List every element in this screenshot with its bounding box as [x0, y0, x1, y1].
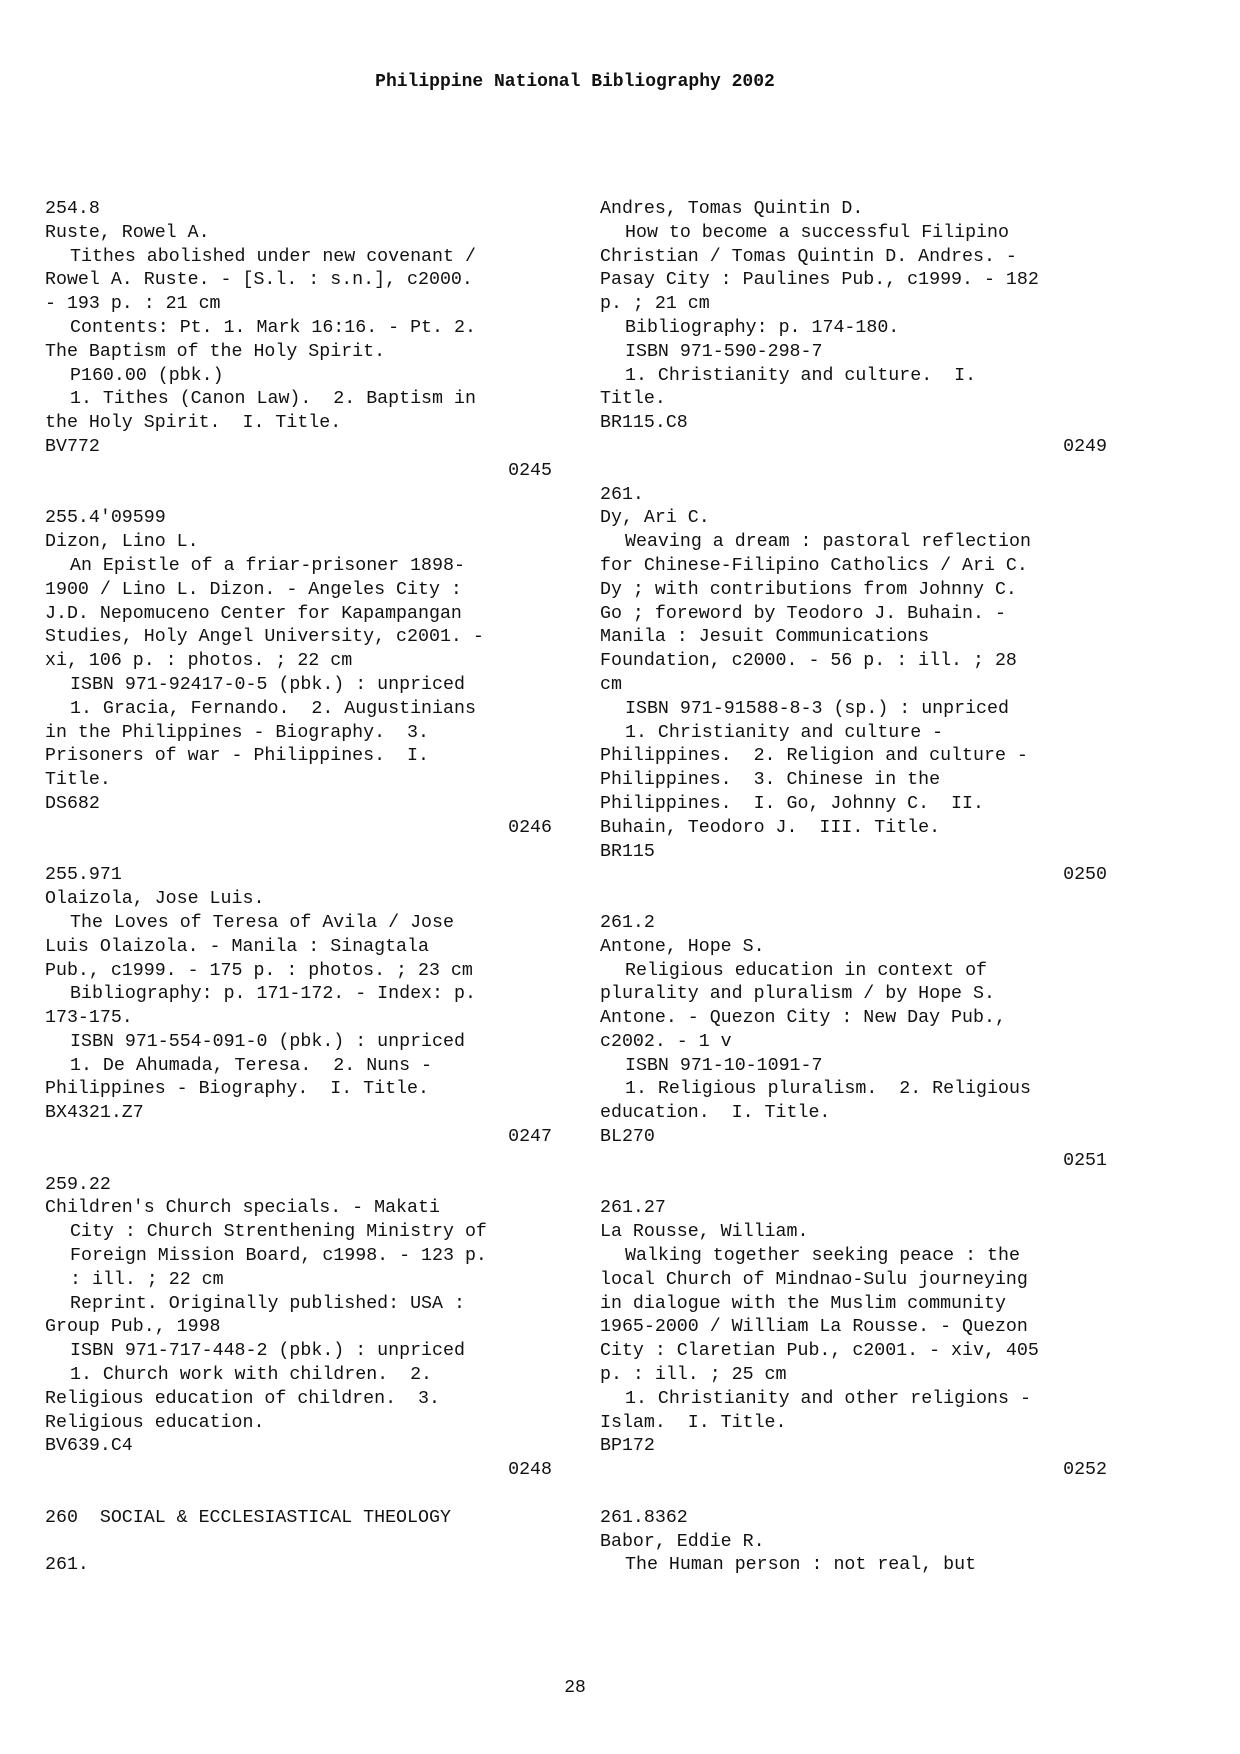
- entry-line: 260 SOCIAL & ECCLESIASTICAL THEOLOGY: [45, 1507, 451, 1528]
- entry-line: local Church of Mindnao-Sulu journeying: [600, 1269, 1028, 1290]
- entry-line: 1. De Ahumada, Teresa. 2. Nuns -: [70, 1055, 433, 1076]
- entry-number: 0247: [508, 1127, 552, 1148]
- entry-line: the Holy Spirit. I. Title.: [45, 413, 342, 434]
- entry-line: 261.: [45, 1555, 89, 1576]
- entry-line: 261.27: [600, 1198, 666, 1219]
- entry-line: Andres, Tomas Quintin D.: [600, 199, 864, 219]
- entry-line: c2002. - 1 v: [600, 1031, 732, 1052]
- entry-line: Religious education in context of: [625, 960, 988, 981]
- entry-line: Weaving a dream : pastoral reflection: [625, 532, 1031, 553]
- entry-line: 261.2: [600, 912, 655, 933]
- entry-line: Philippines. 2. Religion and culture -: [600, 746, 1028, 767]
- spacer: [45, 1150, 555, 1174]
- entry-line: Tithes abolished under new covenant /: [70, 246, 476, 267]
- spacer: [45, 1531, 555, 1555]
- entry-line: p. ; 21 cm: [600, 294, 710, 315]
- entry-line: Go ; foreword by Teodoro J. Buhain. -: [600, 603, 1006, 624]
- entry-line: 1. Gracia, Fernando. 2. Augustinians: [70, 698, 476, 719]
- entry-line: How to become a successful Filipino: [625, 222, 1009, 243]
- entry-line: Foundation, c2000. - 56 p. : ill. ; 28: [600, 651, 1017, 672]
- entry-line: BP172: [600, 1436, 655, 1457]
- entry-line: plurality and pluralism / by Hope S.: [600, 984, 995, 1005]
- entry-line: Walking together seeking peace : the: [625, 1246, 1020, 1267]
- entry-line: Pub., c1999. - 175 p. : photos. ; 23 cm: [45, 960, 473, 981]
- left-column: [45, 198, 555, 1578]
- entry-line: for Chinese-Filipino Catholics / Ari C.: [600, 555, 1028, 576]
- entry-number: 0252: [1063, 1460, 1107, 1481]
- entry-line: Title.: [600, 389, 666, 410]
- entry-number: 0250: [1063, 865, 1107, 886]
- page-number: 28: [564, 1678, 586, 1698]
- spacer: [45, 484, 555, 508]
- entry-line: Bibliography: p. 174-180.: [625, 317, 900, 338]
- entry-line: BV639.C4: [45, 1436, 133, 1457]
- entry-line: 259.22: [45, 1174, 111, 1195]
- entry-line: xi, 106 p. : photos. ; 22 cm: [45, 651, 353, 672]
- entry-line: 1. Tithes (Canon Law). 2. Baptism in: [70, 389, 476, 410]
- spacer: [600, 460, 1110, 484]
- entry-line: BL270: [600, 1127, 655, 1148]
- entry-line: BR115: [600, 841, 655, 862]
- spacer: [600, 1174, 1110, 1198]
- entry-line: Religious education.: [45, 1412, 265, 1433]
- page-title: Philippine National Bibliography 2002: [375, 72, 775, 92]
- entry-line: in dialogue with the Muslim community: [600, 1293, 1006, 1314]
- entry-line: An Epistle of a friar-prisoner 1898-: [70, 555, 465, 576]
- entry-line: Christian / Tomas Quintin D. Andres. -: [600, 246, 1017, 267]
- entry-line: 1. Christianity and other religions -: [625, 1388, 1031, 1409]
- entry-line: cm: [600, 674, 622, 695]
- entry-line: The Human person : not real, but: [625, 1555, 977, 1576]
- entry-line: P160.00 (pbk.): [70, 365, 224, 386]
- entry-line: 1. Religious pluralism. 2. Religious: [625, 1079, 1031, 1100]
- entry-line: 255.4'09599: [45, 508, 166, 529]
- entry-line: Philippines. 3. Chinese in the: [600, 770, 941, 791]
- entry-line: Luis Olaizola. - Manila : Sinagtala: [45, 936, 429, 957]
- entry-line: 255.971: [45, 865, 122, 886]
- entry-line: 173-175.: [45, 1008, 133, 1029]
- entry-line: Rowel A. Ruste. - [S.l. : s.n.], c2000.: [45, 270, 473, 291]
- entry-line: p. : ill. ; 25 cm: [600, 1365, 787, 1386]
- entry-line: BR115.C8: [600, 413, 688, 434]
- entry-line: 1965-2000 / William La Rousse. - Quezon: [600, 1317, 1028, 1338]
- entry-number: 0251: [1063, 1150, 1107, 1171]
- entry-line: Philippines - Biography. I. Title.: [45, 1079, 429, 1100]
- entry-line: Bibliography: p. 171-172. - Index: p.: [70, 984, 476, 1005]
- entry-line: ISBN 971-92417-0-5 (pbk.) : unpriced: [70, 674, 465, 695]
- entry-line: 254.8: [45, 199, 100, 219]
- entry-line: ISBN 971-91588-8-3 (sp.) : unpriced: [625, 698, 1009, 719]
- entry-line: The Loves of Teresa of Avila / Jose: [70, 912, 454, 933]
- entry-line: ISBN 971-10-1091-7: [625, 1055, 823, 1076]
- entry-line: 1. Church work with children. 2.: [70, 1365, 433, 1386]
- entry-line: The Baptism of the Holy Spirit.: [45, 341, 386, 362]
- entry-line: - 193 p. : 21 cm: [45, 294, 221, 315]
- entry-line: Ruste, Rowel A.: [45, 222, 210, 243]
- entry-line: Title.: [45, 770, 111, 791]
- entry-number: 0246: [508, 817, 552, 838]
- entry-line: Babor, Eddie R.: [600, 1531, 765, 1552]
- entry-line: Studies, Holy Angel University, c2001. -: [45, 627, 484, 648]
- right-column: [600, 198, 1110, 1578]
- entry-line: BX4321.Z7: [45, 1103, 144, 1124]
- entry-line: 261.8362: [600, 1507, 688, 1528]
- entry-line: Buhain, Teodoro J. III. Title.: [600, 817, 941, 838]
- entry-line: ISBN 971-590-298-7: [625, 341, 823, 362]
- entry-line: : ill. ; 22 cm: [70, 1269, 224, 1290]
- entry-line: in the Philippines - Biography. 3.: [45, 722, 429, 743]
- entry-line: 1. Christianity and culture -: [625, 722, 944, 743]
- entry-line: Philippines. I. Go, Johnny C. II.: [600, 793, 984, 814]
- entry-line: 1900 / Lino L. Dizon. - Angeles City :: [45, 579, 462, 600]
- entry-line: ISBN 971-717-448-2 (pbk.) : unpriced: [70, 1341, 465, 1362]
- entry-line: Manila : Jesuit Communications: [600, 627, 930, 648]
- entry-line: BV772: [45, 436, 100, 457]
- entry-line: Foreign Mission Board, c1998. - 123 p.: [70, 1246, 487, 1267]
- entry-number: 0245: [508, 460, 552, 481]
- entry-line: Contents: Pt. 1. Mark 16:16. - Pt. 2.: [70, 317, 476, 338]
- entry-line: ISBN 971-554-091-0 (pbk.) : unpriced: [70, 1031, 465, 1052]
- spacer: [600, 1483, 1110, 1507]
- entry-line: Antone, Hope S.: [600, 936, 765, 957]
- entry-line: 1. Christianity and culture. I.: [625, 365, 977, 386]
- entry-line: education. I. Title.: [600, 1103, 831, 1124]
- entry-line: La Rousse, William.: [600, 1222, 809, 1243]
- entry-number: 0249: [1063, 436, 1107, 457]
- spacer: [600, 888, 1110, 912]
- entry-line: Group Pub., 1998: [45, 1317, 221, 1338]
- entry-line: Islam. I. Title.: [600, 1412, 787, 1433]
- entry-line: Religious education of children. 3.: [45, 1388, 440, 1409]
- entry-line: Olaizola, Jose Luis.: [45, 889, 265, 910]
- entry-line: Pasay City : Paulines Pub., c1999. - 182: [600, 270, 1039, 291]
- entry-line: J.D. Nepomuceno Center for Kapampangan: [45, 603, 462, 624]
- entry-number: 0248: [508, 1460, 552, 1481]
- entry-line: Dizon, Lino L.: [45, 532, 199, 553]
- entry-line: 261.: [600, 484, 644, 505]
- spacer: [45, 1483, 555, 1507]
- entry-line: City : Claretian Pub., c2001. - xiv, 405: [600, 1341, 1039, 1362]
- entry-line: DS682: [45, 793, 100, 814]
- entry-line: Prisoners of war - Philippines. I.: [45, 746, 429, 767]
- entry-line: Reprint. Originally published: USA :: [70, 1293, 465, 1314]
- entry-line: Dy ; with contributions from Johnny C.: [600, 579, 1017, 600]
- entry-line: Children's Church specials. - Makati: [45, 1198, 440, 1219]
- entry-line: Antone. - Quezon City : New Day Pub.,: [600, 1008, 1006, 1029]
- entry-line: City : Church Strenthening Ministry of: [70, 1222, 487, 1243]
- entry-line: Dy, Ari C.: [600, 508, 710, 529]
- spacer: [45, 841, 555, 865]
